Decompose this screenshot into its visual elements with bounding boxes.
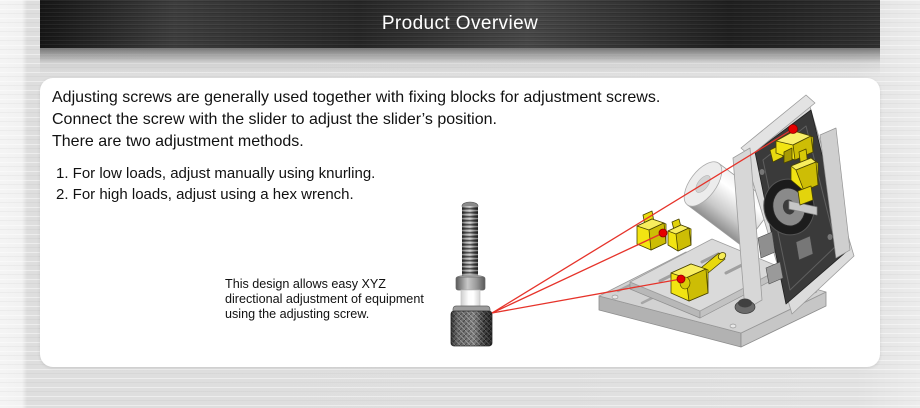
content-card (40, 78, 880, 367)
intro-line-1: Adjusting screws are generally used together with fixing blocks for adjustment screws. (52, 89, 661, 106)
header-bar (40, 0, 880, 48)
intro-line-3: There are two adjustment methods. (52, 133, 304, 150)
callout-line-2: directional adjustment of equipment (225, 292, 424, 307)
header-fade (40, 48, 880, 75)
intro-line-2: Connect the screw with the slider to adjust the slider’s position. (52, 111, 497, 128)
callout-line-1: This design allows easy XYZ (225, 277, 386, 291)
page-title: Product Overview (381, 13, 539, 34)
method-list (56, 164, 375, 205)
intro-paragraph (52, 87, 660, 153)
callout-note (225, 277, 424, 323)
method-item-2: 2. For high loads, adjust using a hex wrench. (56, 185, 354, 203)
method-item-1: 1. For low loads, adjust manually using knurling. (56, 165, 376, 182)
callout-line-3: using the adjusting screw. (225, 307, 370, 322)
